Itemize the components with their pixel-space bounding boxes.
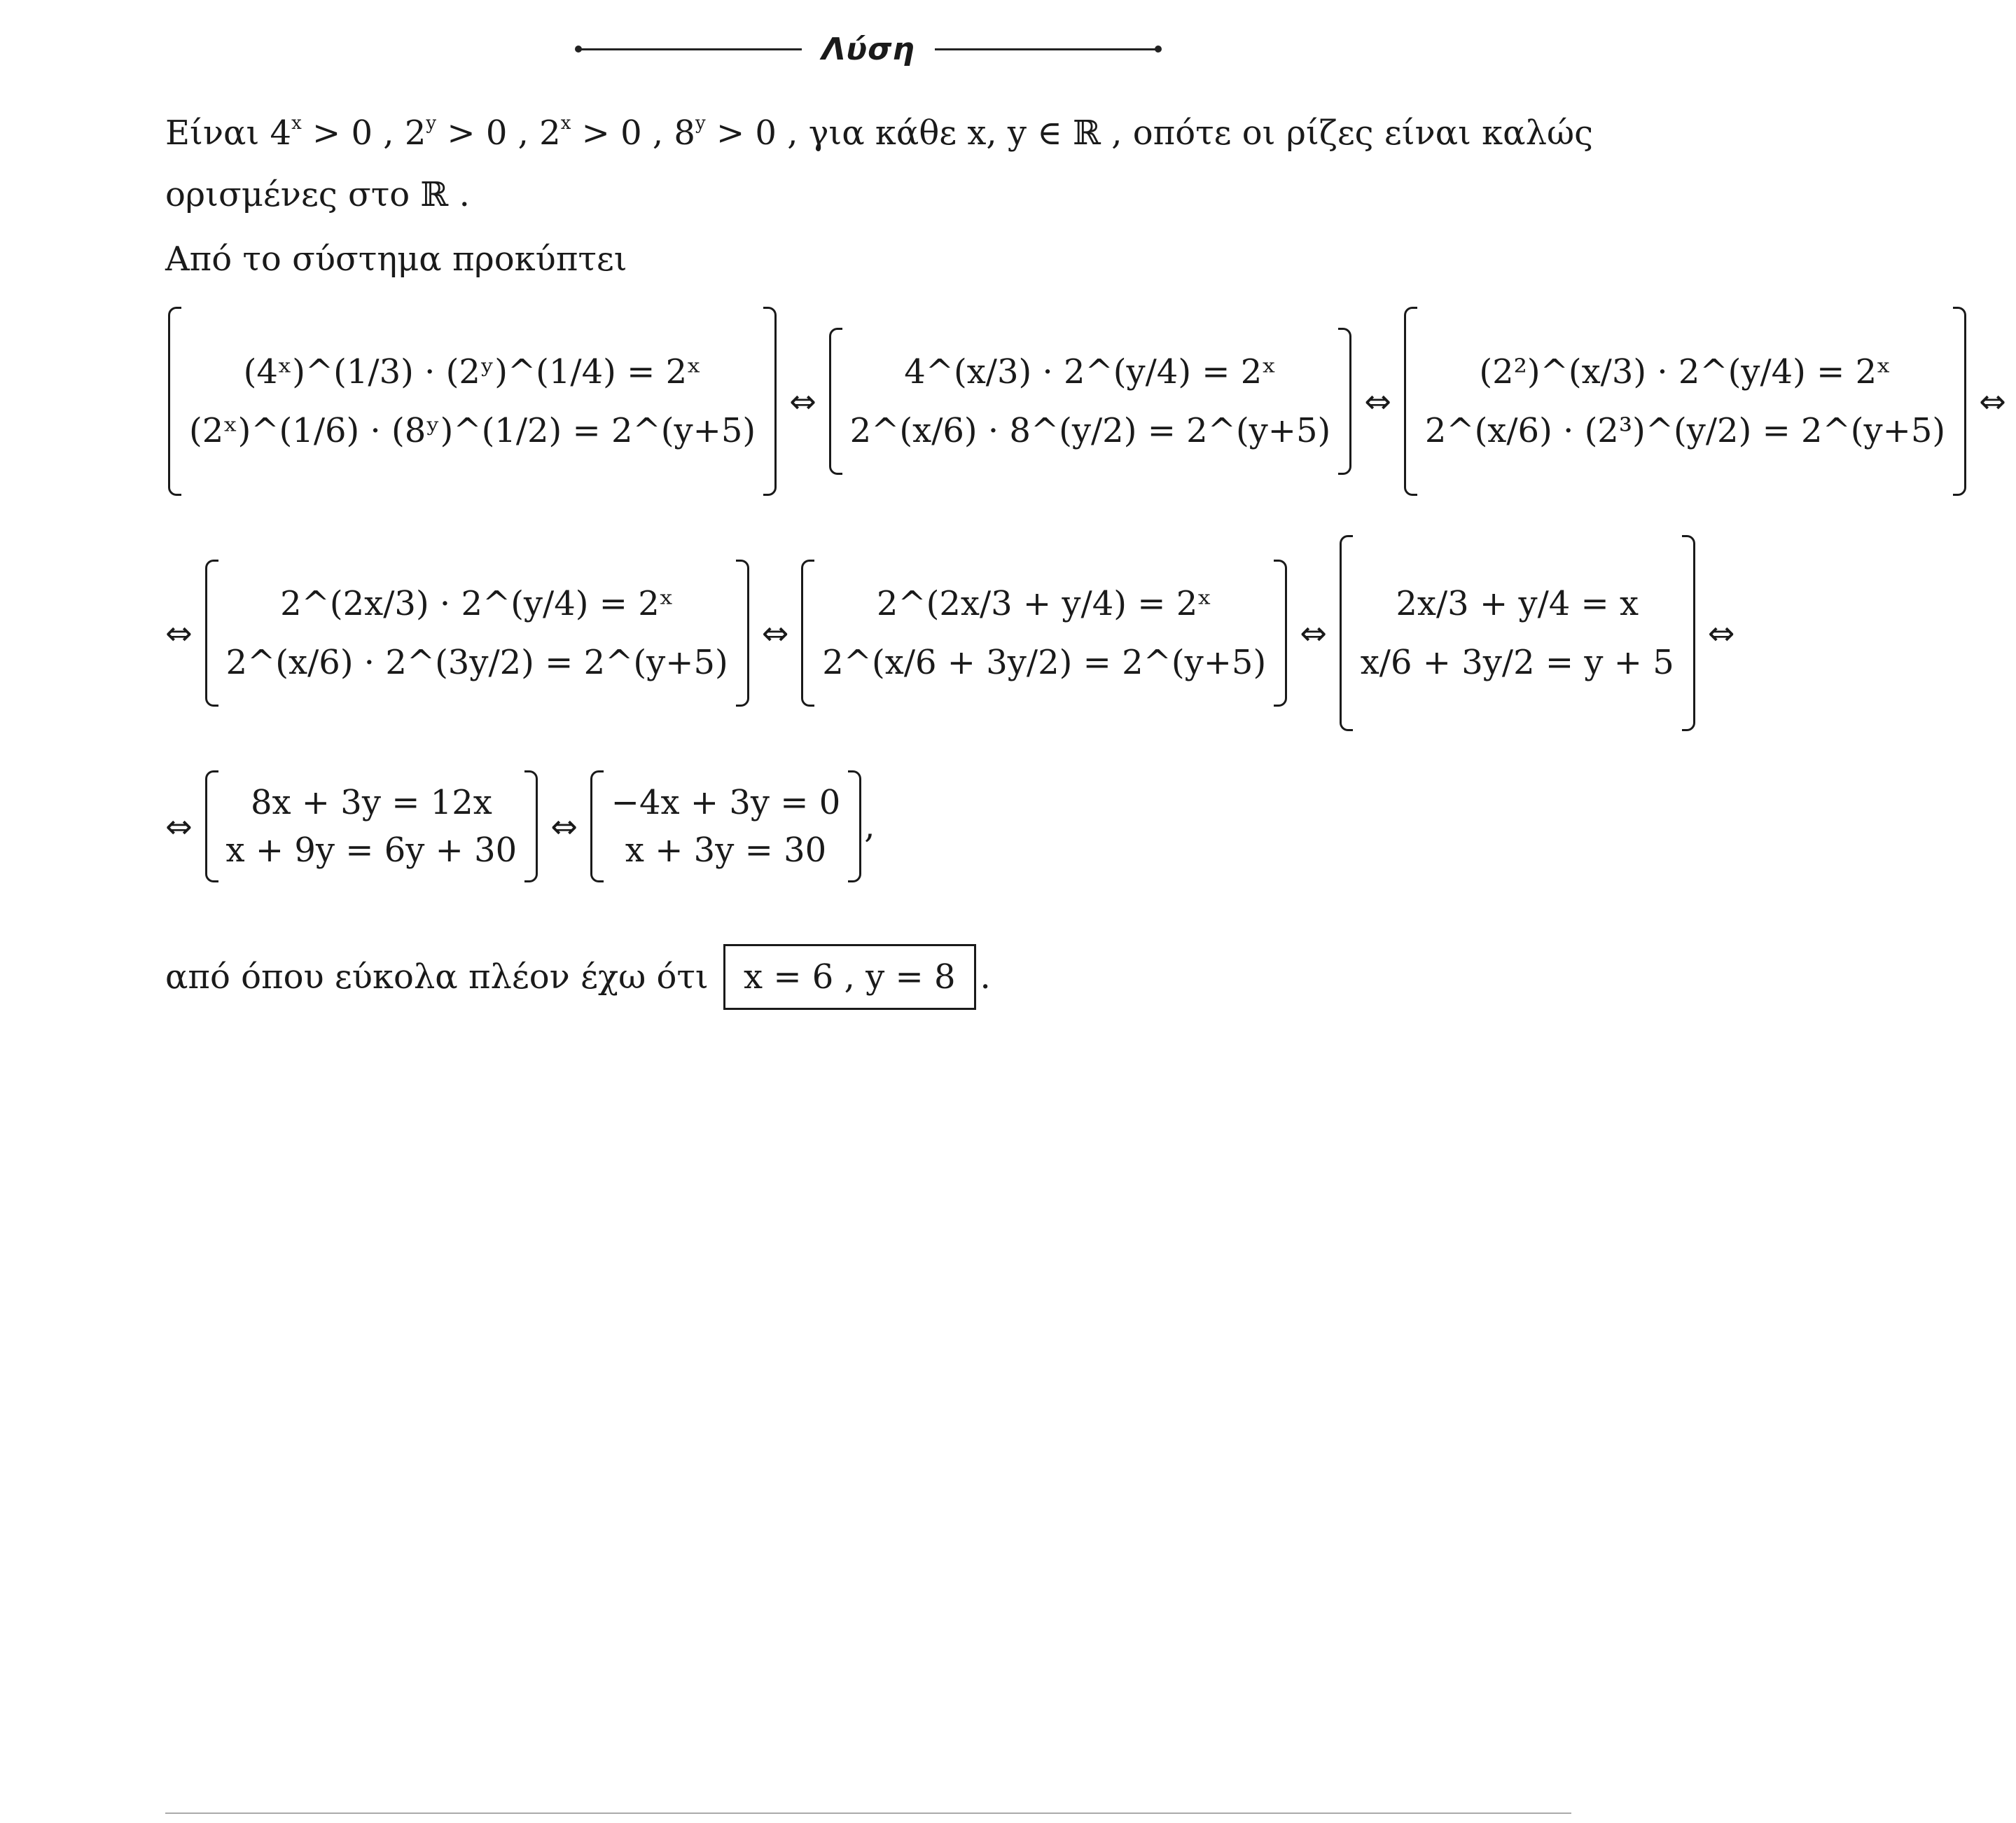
equation: (2²)^(x/3) · 2^(y/4) = 2ˣ: [1479, 352, 1891, 391]
equation: 2^(x/6) · 8^(y/2) = 2^(y+5): [849, 411, 1331, 450]
equation-row-1: [165, 307, 2016, 496]
term-2x: 2$^x$: [539, 113, 571, 153]
system-2: [826, 328, 1355, 475]
system-1: [165, 307, 779, 496]
title-rule-left: [578, 48, 802, 50]
intro-text: > 0 , για κάθε x, y ∈ ℝ , οπότε οι ρίζες είναι καλώς: [716, 113, 1594, 153]
equation: 2^(2x/3 + y/4) = 2ˣ: [876, 584, 1212, 623]
term-4x: 4$^x$: [270, 113, 302, 153]
equation: x + 3y = 30: [625, 831, 827, 870]
equation: 2x/3 + y/4 = x: [1396, 584, 1639, 623]
equivalence-arrow: ⇔: [165, 614, 193, 652]
equivalence-arrow: ⇔: [1707, 614, 1735, 652]
term-2y: 2$^y$: [404, 113, 437, 153]
equation: x + 9y = 6y + 30: [225, 831, 517, 870]
intro-line-2: ορισμένες στο ℝ .: [165, 175, 470, 214]
equation: (2ˣ)^(1/6) · (8ʸ)^(1/2) = 2^(y+5): [189, 411, 756, 450]
intro-text: > 0 ,: [312, 113, 394, 153]
equivalence-arrow: ⇔: [789, 382, 816, 420]
answer-box: x = 6 , y = 8: [723, 944, 976, 1010]
equation: 4^(x/3) · 2^(y/4) = 2ˣ: [904, 352, 1277, 391]
intro-line-1: [165, 112, 1593, 154]
equation: x/6 + 3y/2 = y + 5: [1360, 643, 1674, 682]
system-8: [588, 770, 865, 882]
trailing-comma: ,: [864, 807, 875, 846]
equivalence-arrow: ⇔: [1300, 614, 1327, 652]
equation-row-3: [165, 770, 875, 882]
intro-text: > 0 ,: [447, 113, 529, 153]
equation: 8x + 3y = 12x: [250, 783, 492, 822]
equation: 2^(x/6 + 3y/2) = 2^(y+5): [822, 643, 1267, 682]
solution-title: Λύση: [821, 31, 915, 67]
equation: 2^(2x/3) · 2^(y/4) = 2ˣ: [280, 584, 674, 623]
equivalence-arrow: ⇔: [165, 807, 193, 845]
title-rule-right: [935, 48, 1159, 50]
term-8y: 8$^y$: [674, 113, 706, 153]
equation: 2^(x/6) · (2³)^(y/2) = 2^(y+5): [1424, 411, 1946, 450]
equivalence-arrow: ⇔: [761, 614, 789, 652]
intro-word: Είναι: [165, 113, 260, 153]
conclusion-line: [165, 944, 991, 1010]
system-3: [1401, 307, 1969, 496]
equation: 2^(x/6) · 2^(3y/2) = 2^(y+5): [225, 643, 728, 682]
solution-title-row: [0, 28, 1737, 70]
equivalence-arrow: ⇔: [550, 807, 578, 845]
footer-rule: [165, 1812, 1571, 1814]
conclusion-text: από όπου εύκολα πλέον έχω ότι: [165, 957, 709, 997]
equation: (4ˣ)^(1/3) · (2ʸ)^(1/4) = 2ˣ: [243, 352, 702, 391]
system-4: [202, 560, 752, 707]
equation: −4x + 3y = 0: [611, 783, 841, 822]
conclusion-end: .: [980, 957, 991, 997]
equivalence-arrow: ⇔: [1364, 382, 1391, 420]
system-5: [798, 560, 1290, 707]
intro-text: > 0 ,: [581, 113, 664, 153]
system-7: [202, 770, 541, 882]
equivalence-arrow: ⇔: [1979, 382, 2006, 420]
equation-row-2: [165, 535, 1744, 731]
system-6: [1337, 535, 1698, 731]
from-system-text: Από το σύστημα προκύπτει: [165, 240, 627, 279]
